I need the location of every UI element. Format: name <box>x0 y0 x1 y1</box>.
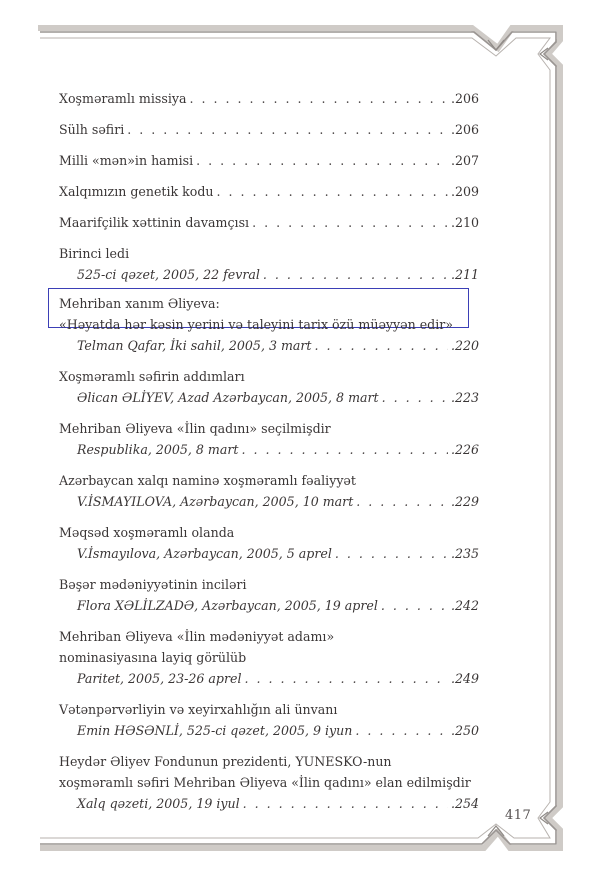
toc-entry-text: Bəşər mədəniyyətinin inciləri <box>59 577 247 592</box>
toc-entry-text: Telman Qafar, İki sahil, 2005, 3 mart <box>77 338 312 353</box>
toc-title-line <box>59 366 479 387</box>
dot-leader <box>196 150 448 171</box>
toc-page-ref: .249 <box>450 671 479 686</box>
toc-source-line <box>59 264 479 285</box>
toc-page-ref: .206 <box>450 91 479 106</box>
toc-entry <box>59 699 479 741</box>
dot-leader <box>244 668 447 689</box>
toc-entry-text: Əlican ƏLİYEV, Azad Azərbaycan, 2005, 8 mart <box>77 390 379 405</box>
table-of-contents <box>59 78 479 814</box>
toc-entry <box>59 181 479 202</box>
toc-entry-text: Maarifçilik xəttinin davamçısı <box>59 215 250 230</box>
toc-title-line <box>59 574 479 595</box>
toc-entry <box>59 293 479 356</box>
toc-title-line <box>59 119 479 140</box>
toc-entry-text: Paritet, 2005, 23-26 aprel <box>77 671 242 686</box>
toc-page-ref: .211 <box>450 267 479 282</box>
toc-entry <box>59 366 479 408</box>
page-number: 417 <box>505 808 532 823</box>
toc-entry <box>59 119 479 140</box>
toc-source-line <box>59 793 479 814</box>
dot-leader <box>217 181 448 202</box>
toc-entry-text: Xoşməramlı səfirin addımları <box>59 369 245 384</box>
toc-entry-text: Sülh səfiri <box>59 122 125 137</box>
dot-leader <box>355 720 448 741</box>
toc-entry <box>59 522 479 564</box>
toc-entry-text: Məqsəd xoşməramlı olanda <box>59 525 235 540</box>
toc-source-line <box>59 335 479 356</box>
dot-leader <box>381 595 448 616</box>
toc-source-line <box>59 668 479 689</box>
toc-entry-text: 525-ci qəzet, 2005, 22 fevral <box>77 267 260 282</box>
toc-entry <box>59 88 479 109</box>
toc-entry-text: Birinci ledi <box>59 246 130 261</box>
toc-entry <box>59 418 479 460</box>
toc-source-line <box>59 491 479 512</box>
toc-page-ref: .206 <box>450 122 479 137</box>
toc-entry <box>59 751 479 814</box>
toc-page-ref: .210 <box>450 215 479 230</box>
toc-title-line <box>59 626 479 647</box>
toc-entry-text: Respublika, 2005, 8 mart <box>77 442 239 457</box>
toc-source-line <box>59 439 479 460</box>
dot-leader <box>315 335 448 356</box>
toc-entry <box>59 150 479 171</box>
toc-page-ref: .254 <box>450 796 479 811</box>
toc-page-ref: .223 <box>450 390 479 405</box>
toc-title-line <box>59 751 479 772</box>
toc-entry-text: «Həyatda hər kəsin yerini və taleyini tarix özü müəyyən edir» <box>59 317 453 332</box>
dot-leader <box>382 387 448 408</box>
toc-title-line <box>59 181 479 202</box>
toc-entry-text: xoşməramlı səfiri Mehriban Əliyeva «İlin qadını» elan edilmişdir <box>59 775 471 790</box>
dot-leader <box>263 264 448 285</box>
toc-page-ref: .242 <box>450 598 479 613</box>
toc-entry-text: Azərbaycan xalqı naminə xoşməramlı fəaliyyət <box>59 473 356 488</box>
toc-entry-text: Mehriban Əliyeva «İlin mədəniyyət adamı» <box>59 629 335 644</box>
toc-title-line <box>59 314 479 335</box>
toc-page-ref: .235 <box>450 546 479 561</box>
toc-title-line <box>59 647 479 668</box>
dot-leader <box>189 88 447 109</box>
toc-entry <box>59 574 479 616</box>
toc-entry-text: Milli «mən»in hamisi <box>59 153 194 168</box>
dot-leader <box>127 119 448 140</box>
toc-entry-text: Mehriban xanım Əliyeva: <box>59 296 220 311</box>
dot-leader <box>335 543 448 564</box>
toc-title-line <box>59 772 479 793</box>
toc-page-ref: .209 <box>450 184 479 199</box>
toc-entry-text: Vətənpərvərliyin və xeyirxahlığın ali ünvanı <box>59 702 338 717</box>
toc-entry-text: Mehriban Əliyeva «İlin qadını» seçilmişdir <box>59 421 331 436</box>
dot-leader <box>356 491 448 512</box>
toc-source-line <box>59 720 479 741</box>
toc-entry-text: V.İsmayılova, Azərbaycan, 2005, 5 aprel <box>77 546 332 561</box>
toc-entry-text: nominasiyasına layiq görülüb <box>59 650 247 665</box>
toc-entry-text: Xoşməramlı missiya <box>59 91 187 106</box>
toc-title-line <box>59 470 479 491</box>
toc-title-line <box>59 418 479 439</box>
toc-entry-text: Xalq qəzeti, 2005, 19 iyul <box>77 796 240 811</box>
dot-leader <box>241 439 448 460</box>
toc-entry <box>59 626 479 689</box>
toc-source-line <box>59 387 479 408</box>
toc-title-line <box>59 243 479 264</box>
toc-title-line <box>59 88 479 109</box>
toc-entry <box>59 243 479 285</box>
toc-entry-text: Xalqımızın genetik kodu <box>59 184 214 199</box>
toc-page-ref: .207 <box>450 153 479 168</box>
toc-entry-text: Flora XƏLİLZADƏ, Azərbaycan, 2005, 19 aprel <box>77 598 378 613</box>
toc-entry-text: Emin HƏSƏNLİ, 525-ci qəzet, 2005, 9 iyun <box>77 723 353 738</box>
toc-entry <box>59 212 479 233</box>
toc-page-ref: .250 <box>450 723 479 738</box>
toc-title-line <box>59 522 479 543</box>
toc-title-line <box>59 293 479 314</box>
dot-leader <box>252 212 448 233</box>
toc-page-ref: .226 <box>450 442 479 457</box>
toc-entry <box>59 470 479 512</box>
toc-source-line <box>59 595 479 616</box>
toc-page-ref: .229 <box>450 494 479 509</box>
toc-entry-text: V.İSMAYILOVA, Azərbaycan, 2005, 10 mart <box>77 494 354 509</box>
toc-source-line <box>59 543 479 564</box>
toc-title-line <box>59 150 479 171</box>
toc-entry-text: Heydər Əliyev Fondunun prezidenti, YUNESKO-nun <box>59 754 392 769</box>
toc-title-line <box>59 212 479 233</box>
toc-page-ref: .220 <box>450 338 479 353</box>
toc-title-line <box>59 699 479 720</box>
dot-leader <box>243 793 448 814</box>
